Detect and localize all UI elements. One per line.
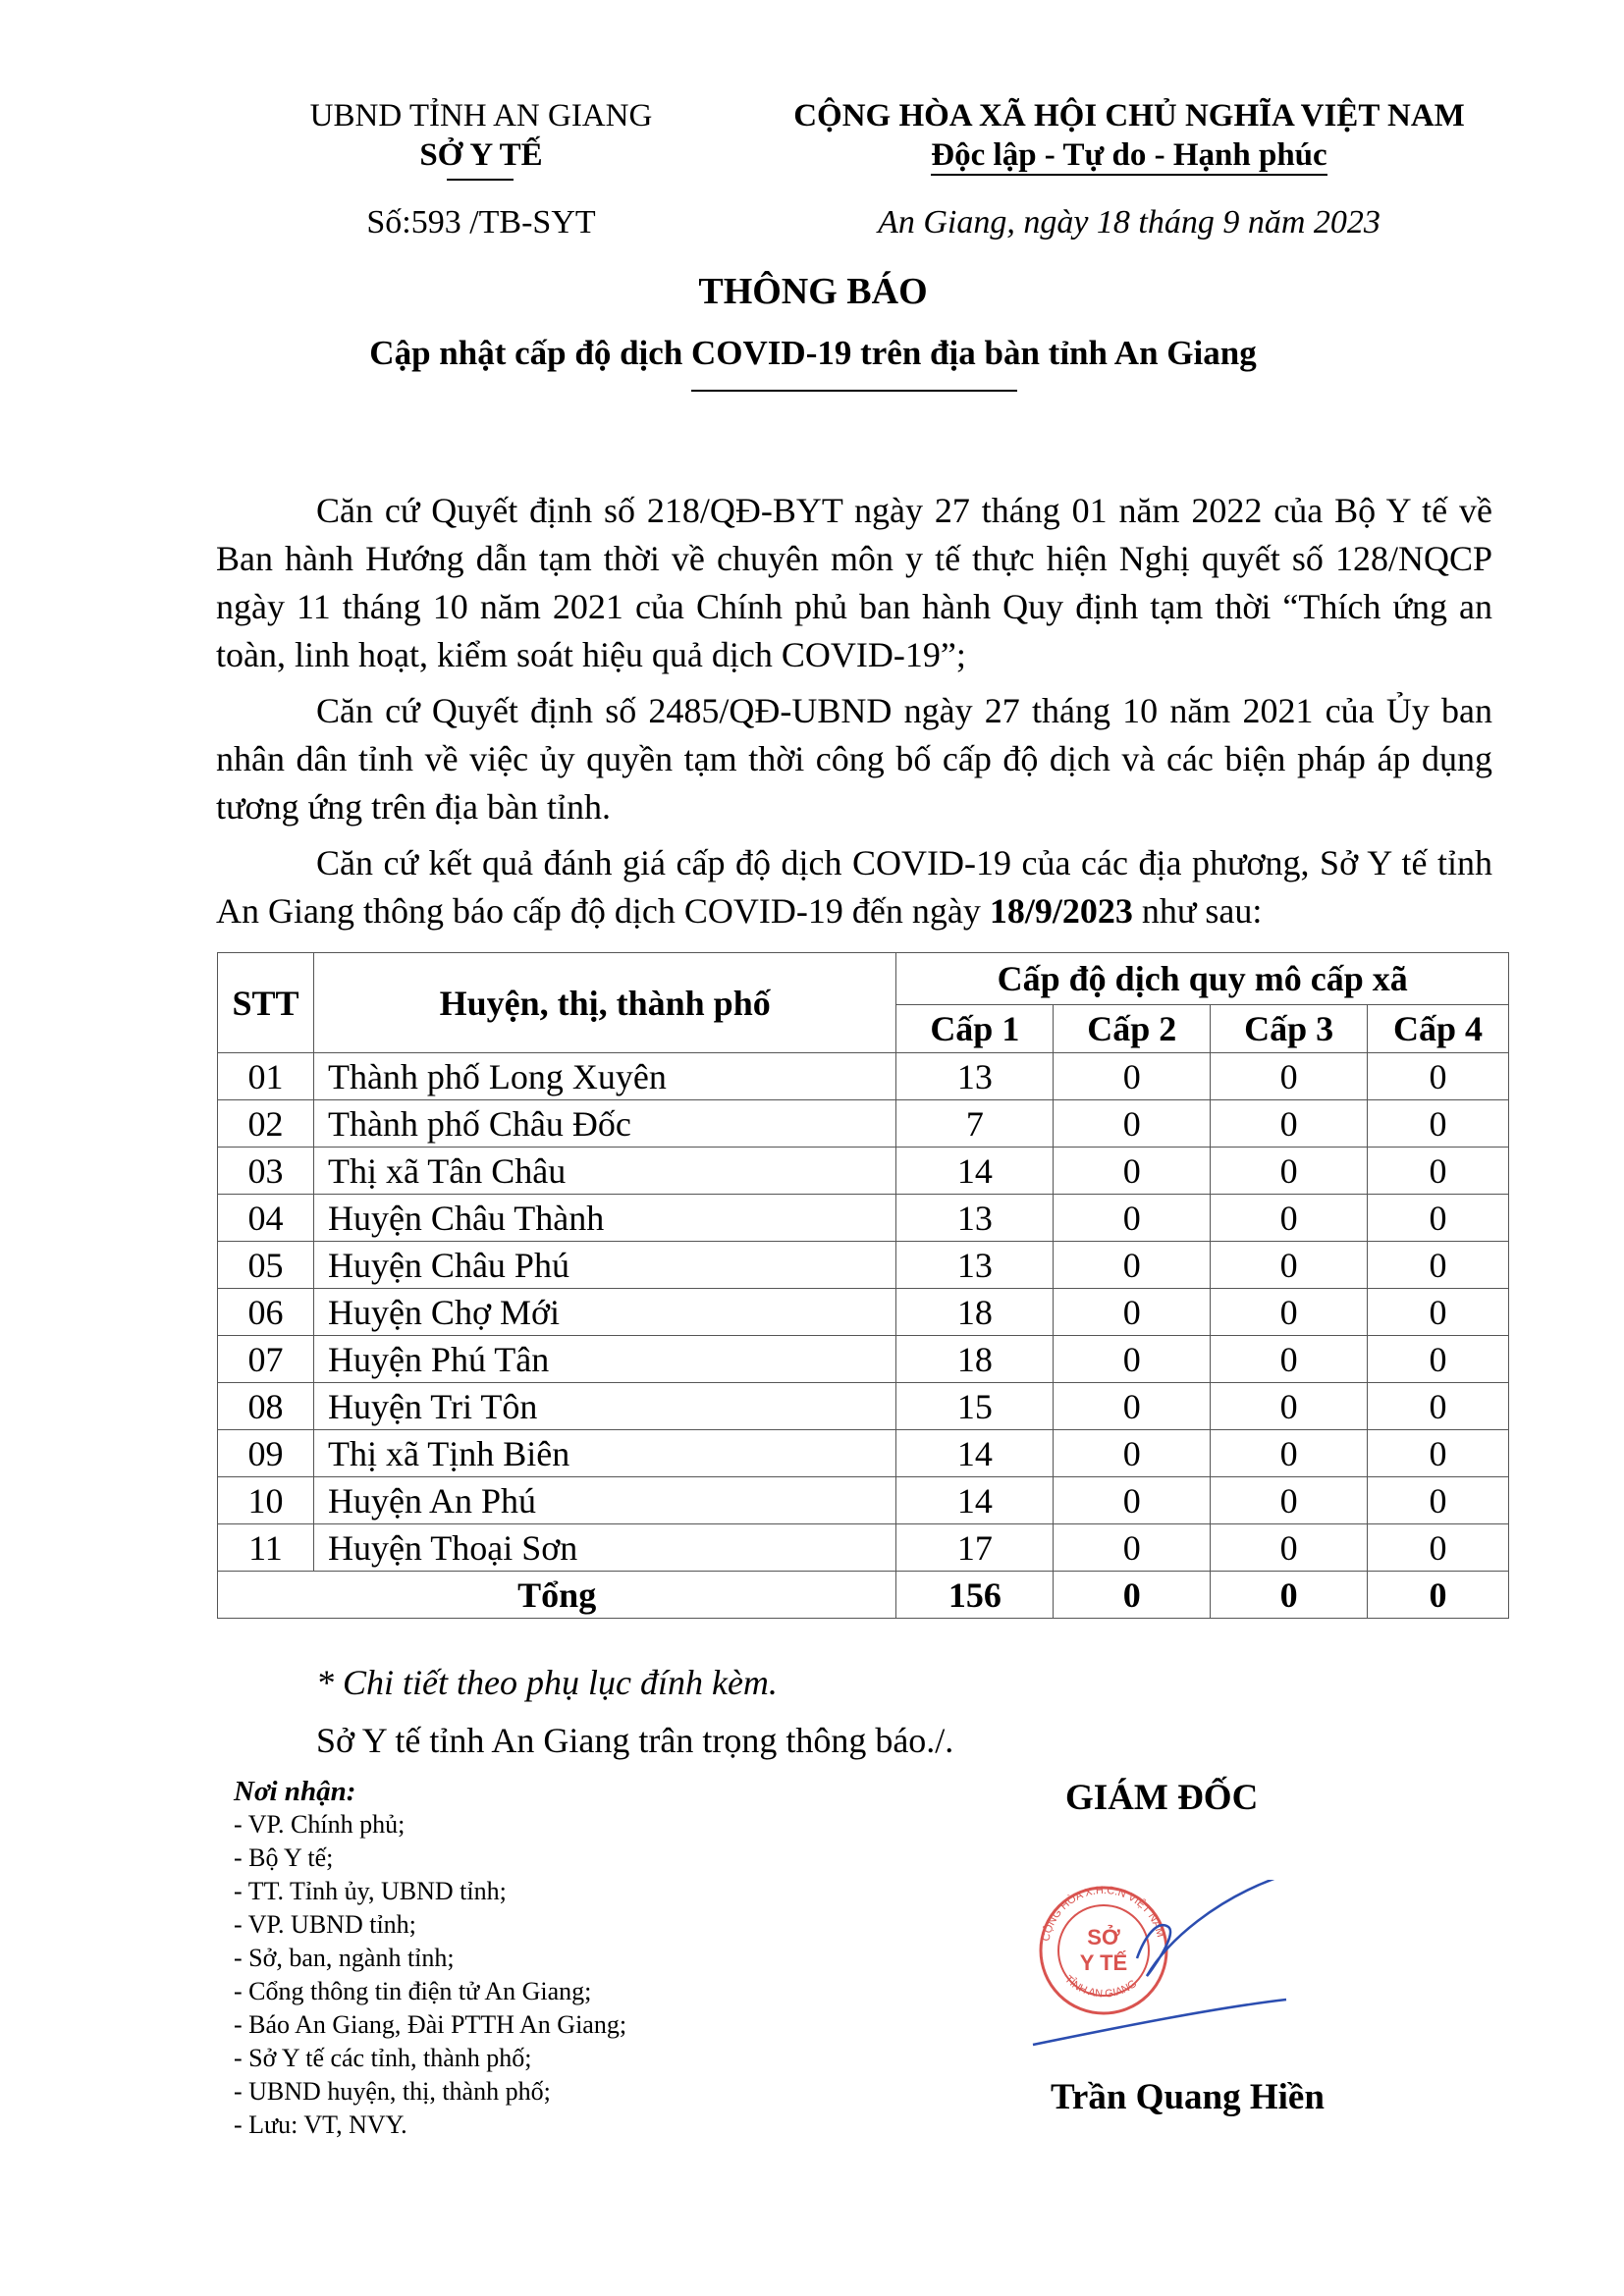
header-level-2: Cấp 2 — [1054, 1005, 1211, 1053]
paragraph-2: Căn cứ Quyết định số 2485/QĐ-UBND ngày 27 tháng 10 năm 2021 của Ủy ban nhân dân tỉnh về việc ủy quyền tạm thời công bố cấp độ dịch và các biện pháp áp dụng tương ứng trên địa bàn tỉnh. — [216, 691, 1492, 827]
document-number: Số:593 /TB-SYT — [366, 204, 596, 240]
recipient-item: - TT. Tỉnh ủy, UBND tỉnh; — [234, 1877, 507, 1905]
table-row — [218, 1524, 1509, 1572]
cell-stt: 10 — [218, 1477, 314, 1524]
recipient-item: - Cổng thông tin điện tử An Giang; — [234, 1977, 592, 2005]
header-level-1: Cấp 1 — [896, 1005, 1054, 1053]
cell-level-4: 0 — [1368, 1336, 1509, 1383]
table-row — [218, 1195, 1509, 1242]
cell-level-1: 13 — [896, 1195, 1054, 1242]
cell-total-level-2: 0 — [1054, 1572, 1211, 1619]
cell-district: Huyện An Phú — [313, 1477, 895, 1524]
closing-line: Sở Y tế tỉnh An Giang trân trọng thông báo./. — [316, 1721, 954, 1760]
table-row — [218, 1289, 1509, 1336]
title-underline — [691, 390, 1017, 392]
cell-level-1: 14 — [896, 1148, 1054, 1195]
cell-level-2: 0 — [1054, 1053, 1211, 1100]
seal-center-line-1: SỞ — [1087, 1925, 1120, 1949]
recipient-item: - Sở, ban, ngành tỉnh; — [234, 1944, 455, 1972]
paragraph-3-date: 18/9/2023 — [989, 891, 1133, 931]
table-row — [218, 1430, 1509, 1477]
cell-district: Thị xã Tân Châu — [313, 1148, 895, 1195]
cell-level-3: 0 — [1211, 1524, 1368, 1572]
cell-stt: 05 — [218, 1242, 314, 1289]
cell-level-3: 0 — [1211, 1477, 1368, 1524]
cell-stt: 04 — [218, 1195, 314, 1242]
cell-level-4: 0 — [1368, 1383, 1509, 1430]
cell-level-1: 13 — [896, 1242, 1054, 1289]
cell-stt: 11 — [218, 1524, 314, 1572]
recipient-item: - Bộ Y tế; — [234, 1843, 334, 1872]
cell-level-4: 0 — [1368, 1289, 1509, 1336]
cell-level-3: 0 — [1211, 1289, 1368, 1336]
cell-stt: 06 — [218, 1289, 314, 1336]
cell-level-2: 0 — [1054, 1524, 1211, 1572]
cell-level-1: 18 — [896, 1336, 1054, 1383]
paragraph-3 — [216, 839, 1492, 935]
cell-level-4: 0 — [1368, 1430, 1509, 1477]
cell-district: Huyện Châu Phú — [313, 1242, 895, 1289]
cell-district: Huyện Châu Thành — [313, 1195, 895, 1242]
cell-level-1: 18 — [896, 1289, 1054, 1336]
cell-stt: 09 — [218, 1430, 314, 1477]
national-title: CỘNG HÒA XÃ HỘI CHỦ NGHĨA VIỆT NAM — [793, 98, 1465, 133]
recipient-item: - Lưu: VT, NVY. — [234, 2110, 407, 2139]
cell-total-level-4: 0 — [1368, 1572, 1509, 1619]
cell-level-4: 0 — [1368, 1524, 1509, 1572]
notice-subtitle: Cập nhật cấp độ dịch COVID-19 trên địa bàn tỉnh An Giang — [369, 334, 1257, 372]
cell-district: Huyện Thoại Sơn — [313, 1524, 895, 1572]
agency-parent: UBND TỈNH AN GIANG — [309, 98, 653, 133]
header-level-4: Cấp 4 — [1368, 1005, 1509, 1053]
cell-level-4: 0 — [1368, 1100, 1509, 1148]
national-motto-text: Độc lập - Tự do - Hạnh phúc — [931, 137, 1326, 176]
cell-level-1: 15 — [896, 1383, 1054, 1430]
notice-title: THÔNG BÁO — [698, 271, 928, 312]
table-row — [218, 1477, 1509, 1524]
cell-level-2: 0 — [1054, 1430, 1211, 1477]
cell-level-2: 0 — [1054, 1100, 1211, 1148]
cell-level-2: 0 — [1054, 1242, 1211, 1289]
cell-level-3: 0 — [1211, 1195, 1368, 1242]
cell-level-3: 0 — [1211, 1053, 1368, 1100]
cell-stt: 01 — [218, 1053, 314, 1100]
cell-level-4: 0 — [1368, 1195, 1509, 1242]
cell-level-2: 0 — [1054, 1289, 1211, 1336]
epidemic-level-table — [217, 952, 1509, 1619]
cell-level-3: 0 — [1211, 1242, 1368, 1289]
place-date: An Giang, ngày 18 tháng 9 năm 2023 — [878, 204, 1380, 240]
cell-level-1: 7 — [896, 1100, 1054, 1148]
signer-role: GIÁM ĐỐC — [1065, 1778, 1259, 1818]
cell-total-level-3: 0 — [1211, 1572, 1368, 1619]
paragraph-1: Căn cứ Quyết định số 218/QĐ-BYT ngày 27 tháng 01 năm 2022 của Bộ Y tế về Ban hành Hướng dẫn tạm thời về chuyên môn y tế thực hiện Nghị quyết số 128/NQCP ngày 11 tháng 10 năm 2021 của Chính phủ ban hành Quy định tạm thời “Thích ứng an toàn, linh hoạt, kiểm soát hiệu quả dịch COVID-19”; — [216, 491, 1492, 674]
cell-level-4: 0 — [1368, 1477, 1509, 1524]
table-row — [218, 1100, 1509, 1148]
cell-district: Thành phố Châu Đốc — [313, 1100, 895, 1148]
cell-district: Thị xã Tịnh Biên — [313, 1430, 895, 1477]
cell-level-2: 0 — [1054, 1477, 1211, 1524]
cell-total-level-1: 156 — [896, 1572, 1054, 1619]
seal-center-line-2: Y TẾ — [1079, 1950, 1128, 1975]
recipients-block — [234, 1775, 626, 2142]
cell-level-3: 0 — [1211, 1100, 1368, 1148]
recipients-title: Nơi nhận: — [234, 1776, 356, 1807]
table-row — [218, 1383, 1509, 1430]
cell-stt: 07 — [218, 1336, 314, 1383]
cell-level-3: 0 — [1211, 1383, 1368, 1430]
seal-ring-top-text: CỘNG HÒA X.H.C.N VIỆT NAM — [1040, 1884, 1166, 1943]
table-row — [218, 1148, 1509, 1195]
cell-level-1: 17 — [896, 1524, 1054, 1572]
cell-level-2: 0 — [1054, 1383, 1211, 1430]
header-stt: STT — [218, 953, 314, 1053]
appendix-note: * Chi tiết theo phụ lục đính kèm. — [316, 1663, 778, 1702]
cell-level-3: 0 — [1211, 1148, 1368, 1195]
recipient-item: - VP. UBND tỉnh; — [234, 1910, 416, 1939]
table-row — [218, 1053, 1509, 1100]
table-row — [218, 1242, 1509, 1289]
recipient-item: - Báo An Giang, Đài PTTH An Giang; — [234, 2010, 627, 2039]
national-motto — [776, 135, 1483, 175]
cell-district: Huyện Tri Tôn — [313, 1383, 895, 1430]
seal-ring-bottom-text: TỈNH AN GIANG — [1061, 1973, 1140, 2001]
seal-stamp — [1031, 1880, 1326, 2056]
paragraph-3-end: như sau: — [1132, 891, 1263, 931]
cell-district: Huyện Phú Tân — [313, 1336, 895, 1383]
cell-stt: 08 — [218, 1383, 314, 1430]
header-district: Huyện, thị, thành phố — [313, 953, 895, 1053]
cell-level-2: 0 — [1054, 1195, 1211, 1242]
cell-total-label: Tổng — [218, 1572, 896, 1619]
cell-level-3: 0 — [1211, 1336, 1368, 1383]
header-level-group: Cấp độ dịch quy mô cấp xã — [896, 953, 1509, 1005]
cell-level-1: 14 — [896, 1430, 1054, 1477]
cell-level-1: 13 — [896, 1053, 1054, 1100]
cell-level-2: 0 — [1054, 1148, 1211, 1195]
cell-stt: 02 — [218, 1100, 314, 1148]
recipient-item: - Sở Y tế các tỉnh, thành phố; — [234, 2044, 532, 2072]
recipient-item: - UBND huyện, thị, thành phố; — [234, 2077, 551, 2106]
table-total-row — [218, 1572, 1509, 1619]
table-row — [218, 1336, 1509, 1383]
cell-district: Huyện Chợ Mới — [313, 1289, 895, 1336]
cell-level-4: 0 — [1368, 1053, 1509, 1100]
cell-stt: 03 — [218, 1148, 314, 1195]
cell-district: Thành phố Long Xuyên — [313, 1053, 895, 1100]
cell-level-4: 0 — [1368, 1242, 1509, 1289]
cell-level-2: 0 — [1054, 1336, 1211, 1383]
cell-level-3: 0 — [1211, 1430, 1368, 1477]
signer-name: Trần Quang Hiền — [1051, 2077, 1325, 2117]
cell-level-1: 14 — [896, 1477, 1054, 1524]
agency-name: SỞ Y TẾ — [419, 137, 543, 173]
agency-underline — [447, 179, 514, 181]
header-level-3: Cấp 3 — [1211, 1005, 1368, 1053]
cell-level-4: 0 — [1368, 1148, 1509, 1195]
paragraph-3-text: Căn cứ kết quả đánh giá cấp độ dịch COVID-19 của các địa phương, Sở Y tế tỉnh An Giang thông báo cấp độ dịch COVID-19 đến ngày — [216, 843, 1492, 931]
recipient-item: - VP. Chính phủ; — [234, 1810, 406, 1839]
